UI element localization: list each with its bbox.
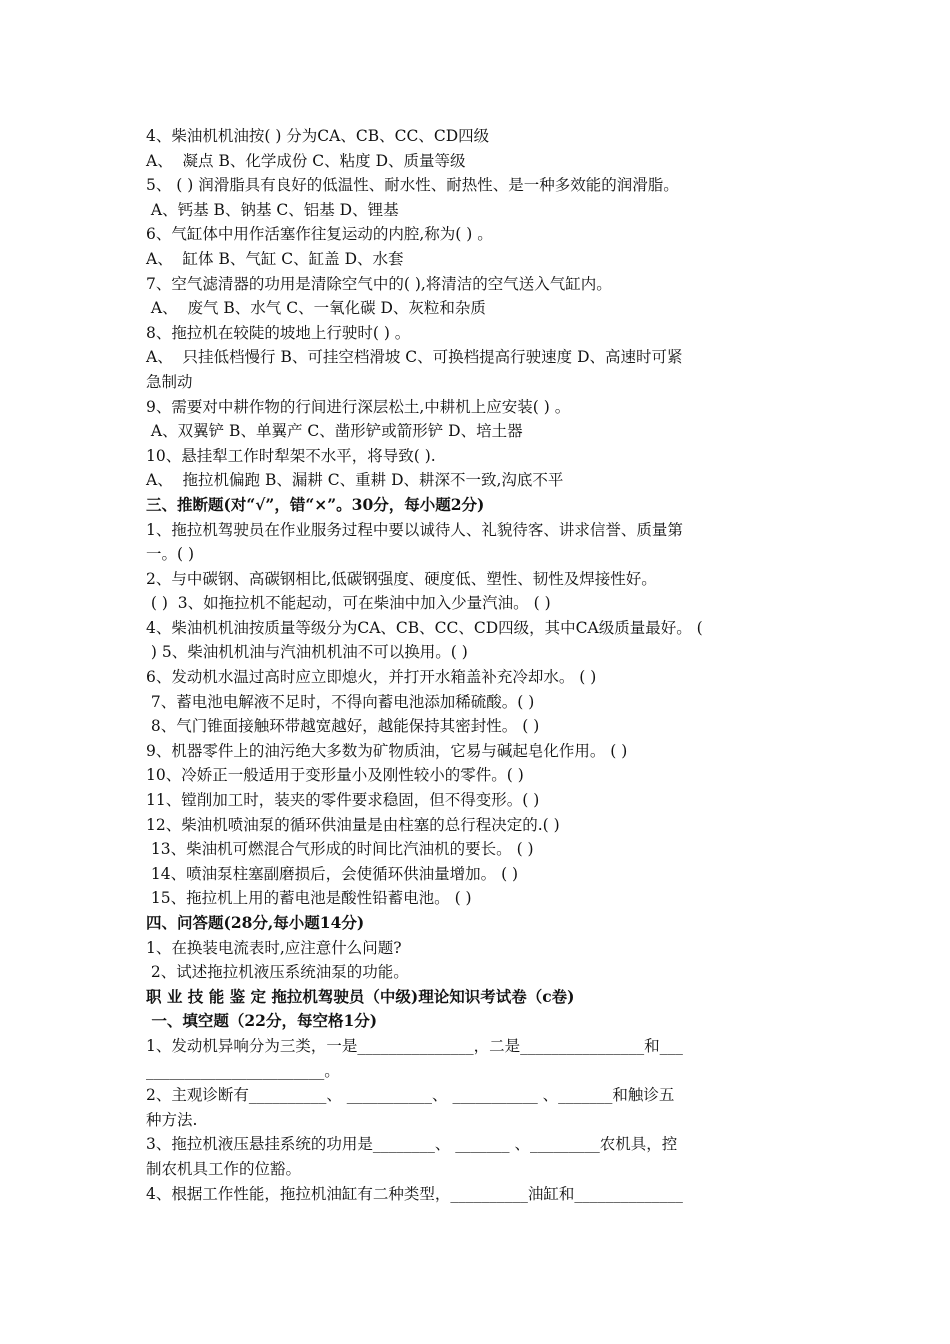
section-heading-fill-blank: 一、填空题（22分，每空格1分) [146, 1011, 378, 1031]
question-5-options: A、钙基 B、钠基 C、铝基 D、锂基 [146, 200, 399, 219]
question-5: 5、 ( ) 润滑脂具有良好的低温性、耐水性、耐热性、是一种多效能的润滑脂。 [146, 176, 679, 195]
question-4: 4、柴油机机油按( ) 分为CA、CB、CC、CD四级 [146, 127, 490, 145]
judge-10: 10、冷娇正一般适用于变形量小及刚性较小的零件。( ) [146, 766, 524, 785]
judge-8: 8、气门锥面接触环带越宽越好，越能保持其密封性。 ( ) [146, 717, 540, 736]
judge-13: 13、柴油机可燃混合气形成的时间比汽油机的要长。 ( ) [146, 840, 534, 859]
qa-2: 2、试述拖拉机液压系统油泵的功能。 [146, 963, 409, 982]
judge-4: 4、柴油机机油按质量等级分为CA、CB、CC、CD四级，其中CA级质量最好。 ( [146, 618, 703, 637]
exam-text [146, 124, 816, 1206]
question-9-options: A、双翼铲 B、单翼产 C、凿形铲或箭形铲 D、培土器 [146, 422, 523, 441]
judge-1: 1、拖拉机驾驶员在作业服务过程中要以诚待人、礼貌待客、讲求信誉、质量第 [146, 520, 683, 539]
judge-2: 2、与中碳钢、高碳钢相比,低碳钢强度、硬度低、塑性、韧性及焊接性好。 [146, 569, 657, 588]
judge-14: 14、喷油泵柱塞副磨损后，会使循环供油量增加。 ( ) [146, 864, 519, 883]
section-heading-qa: 四、问答题(28分,每小题14分) [146, 913, 365, 932]
section-heading-judgement: 三、推断题(对“√”，错“×”。30分，每小题2分) [146, 494, 485, 514]
question-10: 10、悬挂犁工作时犁架不水平，将导致( ). [146, 446, 436, 465]
fill-4: 4、根据工作性能，拖拉机油缸有二种类型，__________油缸和______________ [146, 1184, 683, 1203]
fill-3-cont: 制农机具工作的位豁。 [146, 1159, 302, 1178]
judge-11: 11、镗削加工时，装夹的零件要求稳固，但不得变形。( ) [146, 791, 540, 810]
question-7: 7、空气滤清器的功用是清除空气中的( ),将清洁的空气送入气缸内。 [146, 274, 612, 293]
qa-1: 1、在换装电流表时,应注意什么问题? [146, 938, 402, 957]
judge-15: 15、拖拉机上用的蓄电池是酸性铅蓄电池。 ( ) [146, 889, 472, 908]
question-10-options: A、 拖拉机偏跑 B、漏耕 C、重耕 D、耕深不一致,沟底不平 [146, 471, 564, 490]
judge-6: 6、发动机水温过高时应立即熄火，并打开水箱盖补充冷却水。 ( ) [146, 668, 597, 687]
fill-2-cont: 种方法. [146, 1110, 198, 1129]
exam-title: 职 业 技 能 鉴 定 拖拉机驾驶员（中级)理论知识考试卷（c卷) [146, 986, 575, 1006]
judge-1-cont: 一。( ) [146, 545, 195, 564]
judge-9: 9、机器零件上的油污绝大多数为矿物质油，它易与碱起皂化作用。 ( ) [146, 741, 628, 760]
fill-3: 3、拖拉机液压悬挂系统的功用是________、 _______ 、_________农机具，控 [146, 1135, 678, 1154]
question-8: 8、拖拉机在较陡的坡地上行驶时( ) 。 [146, 323, 411, 342]
fill-2: 2、主观诊断有__________、 ___________、 ___________ 、_______和触诊五 [146, 1086, 675, 1105]
fill-1: 1、发动机异响分为三类，一是_______________，二是________________和___ [146, 1036, 683, 1055]
question-4-options: A、 凝点 B、化学成份 C、粘度 D、质量等级 [146, 151, 466, 170]
judge-7: 7、蓄电池电解液不足时，不得向蓄电池添加稀硫酸。( ) [146, 692, 535, 711]
judge-12: 12、柴油机喷油泵的循环供油量是由柱塞的总行程决定的.( ) [146, 815, 560, 834]
question-7-options: A、 废气 B、水气 C、一氧化碳 D、灰粒和杂质 [146, 299, 486, 318]
question-6-options: A、 缸体 B、气缸 C、缸盖 D、水套 [146, 249, 404, 268]
question-8-options-cont: 急制动 [146, 372, 193, 391]
judge-2-3: ( ) 3、如拖拉机不能起动，可在柴油中加入少量汽油。 ( ) [146, 594, 551, 613]
judge-4-5: ) 5、柴油机机油与汽油机机油不可以换用。( ) [146, 643, 468, 662]
question-6: 6、气缸体中用作活塞作往复运动的内腔,称为( ) 。 [146, 225, 493, 244]
question-8-options: A、 只挂低档慢行 B、可挂空档滑坡 C、可换档提高行驶速度 D、高速时可紧 [146, 348, 683, 367]
fill-1-cont: _______________________。 [146, 1061, 340, 1080]
question-9: 9、需要对中耕作物的行间进行深层松土,中耕机上应安装( ) 。 [146, 397, 571, 416]
